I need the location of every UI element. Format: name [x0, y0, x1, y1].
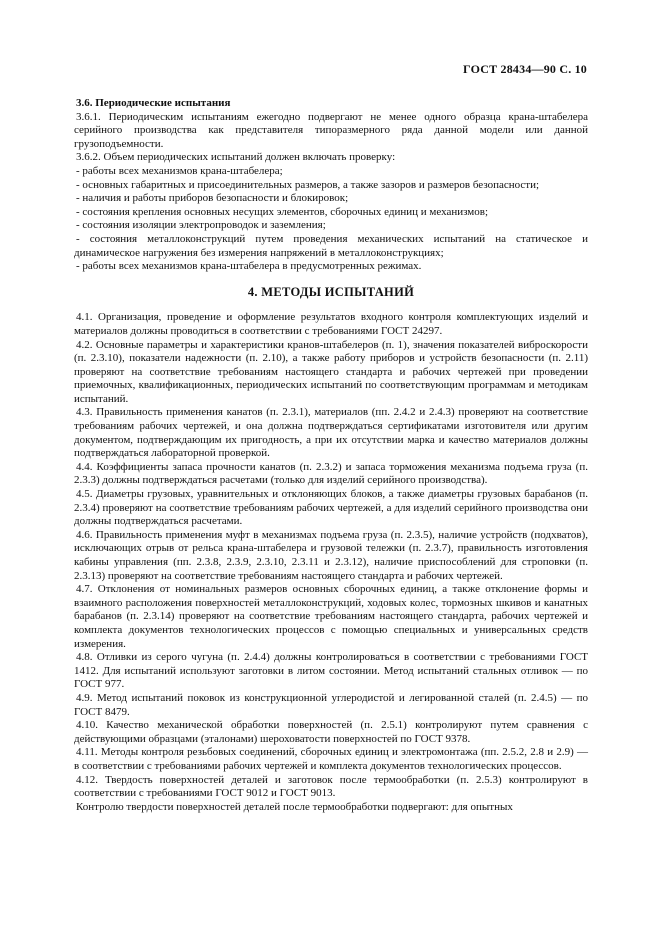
paragraph-4-2: 4.2. Основные параметры и характеристики кранов-штабелеров (п. 1), значения показателей виброскорости (п. 2.3.10), показатели надежности (п. 2.10), а также работу приборов и устройств безопасности (п. 2.11) проверяют на соответствие требованиям настоящего стандарта и рабочих чертежей при проведении приемочных, квалификационных, периодических испытаний по соответствующим программам и методикам испытаний. [74, 338, 588, 405]
paragraph-3-6-1: 3.6.1. Периодическим испытаниям ежегодно подвергают не менее одного образца крана-штабелера серийного производства как представителя типоразмерного ряда данной модели или данной грузоподъемности. [74, 110, 588, 150]
paragraph-4-12-continued: Контролю твердости поверхностей деталей после термообработки подвергают: для опытных [76, 800, 513, 813]
paragraph-4-3: 4.3. Правильность применения канатов (п. 2.3.1), материалов (пп. 2.4.2 и 2.4.3) проверяют на соответствие требованиям рабочих чертежей, и она должна подтверждаться сертификатами изготовителя или другим документом, подтверждающим их пригодность, а при их отсутствии марка и качество материалов должны подтверждаться лабораторной проверкой. [74, 406, 588, 460]
list-item: - работы всех механизмов крана-штабелера в предусмотренных режимах. [76, 260, 422, 273]
list-item: - работы всех механизмов крана-штабелера; [76, 164, 283, 177]
list-item: - основных габаритных и присоединительных размеров, а также зазоров и размеров безопасности; [76, 178, 540, 191]
paragraph-4-1: 4.1. Организация, проведение и оформление результатов входного контроля комплектующих изделий и материалов должны проводиться в соответствии с требованиями ГОСТ 24297. [74, 311, 588, 337]
paragraph-4-6: 4.6. Правильность применения муфт в механизмах подъема груза (п. 2.3.5), наличие устройств (подхватов), исключающих отрыв от рельса крана-штабелера и грузовой тележки (п. 2.3.7), правильность изготовления кабины управления (пп. 2.3.8, 2.3.9, 2.3.10, 2.3.11 и 2.3.12), наличие приспособлений для строповки (п. 2.3.13) проверяют на соответствие требованиям настоящего стандарта и рабочих чертежей. [74, 528, 588, 582]
page-header: ГОСТ 28434—90 С. 10 [463, 62, 587, 76]
paragraph-4-5: 4.5. Диаметры грузовых, уравнительных и отклоняющих блоков, а также диаметры грузовых барабанов (п. 2.3.4) проверяют на соответствие требованиям рабочих чертежей, а для изделий серийного производства они должны подтверждаться расчетами. [74, 488, 588, 528]
list-item: - состояния крепления основных несущих элементов, сборочных единиц и механизмов; [76, 205, 489, 218]
list-item: - наличия и работы приборов безопасности и блокировок; [76, 192, 349, 205]
paragraph-3-6-2: 3.6.2. Объем периодических испытаний должен включать проверку: [76, 151, 396, 164]
paragraph-4-7: 4.7. Отклонения от номинальных размеров основных сборочных единиц, а также отклонение формы и взаимного расположения поверхностей металлоконструкций, ходовых колес, тормозных шкивов и канатных барабанов (п. 2.3.14) проверяют на соответствие требованиям настоящего стандарта, рабочих чертежей и комплекта документов технологических процессов с помощью специальных и универсальных средств измерения. [74, 583, 588, 650]
paragraph-4-9: 4.9. Метод испытаний поковок из конструкционной углеродистой и легированной сталей (п. 2.4.5) — по ГОСТ 8479. [74, 691, 588, 718]
paragraph-4-11: 4.11. Методы контроля резьбовых соединений, сборочных единиц и электромонтажа (пп. 2.5.2, 2.8 и 2.9) — в соответствии с требованиями рабочих чертежей и комплекта документов технологических процессов. [74, 746, 588, 772]
list-item: - состояния металлоконструкций путем проведения механических испытаний на статическое и динамическое нагружения без измерения напряжений в металлоконструкциях; [74, 232, 588, 259]
paragraph-4-8: 4.8. Отливки из серого чугуна (п. 2.4.4) должны контролироваться в соответствии с требованиями ГОСТ 1412. Для испытаний используют заготовки в литом состоянии. Метод испытаний стальных отливок — по ГОСТ 977. [74, 651, 588, 691]
paragraph-4-10: 4.10. Качество механической обработки поверхностей (п. 2.5.1) контролируют путем сравнения с действующими образцами (эталонами) шероховатости поверхностей по ГОСТ 9378. [74, 719, 588, 745]
section-3-6-title: 3.6. Периодические испытания [76, 97, 231, 109]
list-item: - состояния изоляции электропроводок и заземления; [76, 219, 326, 232]
section-4-title: 4. МЕТОДЫ ИСПЫТАНИЙ [247, 284, 415, 299]
page-content [74, 97, 588, 814]
paragraph-4-12: 4.12. Твердость поверхностей деталей и заготовок после термообработки (п. 2.5.3) контролируют в соответствии с требованиями ГОСТ 9012 и ГОСТ 9013. [74, 773, 588, 800]
paragraph-4-4: 4.4. Коэффициенты запаса прочности канатов (п. 2.3.2) и запаса торможения механизма подъема груза (п. 2.3.3) должны подтверждаться расчетами (только для изделий серийного производства). [74, 460, 588, 487]
